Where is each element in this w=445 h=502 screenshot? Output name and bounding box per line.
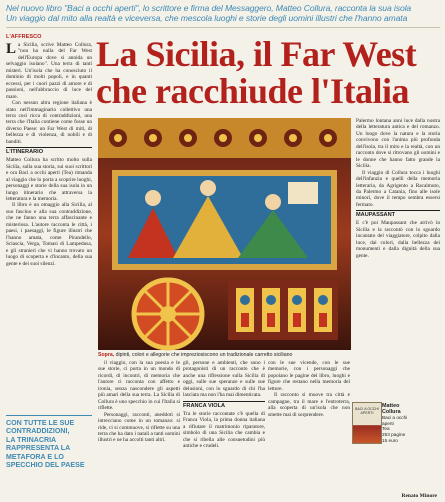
book-title: Baci a occhi aperti [382, 415, 408, 426]
cart-painting-illustration [98, 118, 351, 350]
paragraph: Tra le storie raccontate c'è quella di Franca Viola, la prima donna italiana a rifiutare il matrimonio riparatore, simbolo di una Sicilia che cambia e che si ribella alle consuetudini più antiche e crudeli. [183, 410, 265, 449]
caption-text: dipinti, colori e allegorie che impreziosiscono un tradizionale carretto siciliano [115, 352, 293, 358]
column-left [6, 31, 92, 411]
pull-quote-line: RAPPRESENTA LA [6, 444, 71, 453]
pull-quote-line: CONTRADDIZIONI, [6, 427, 70, 436]
book-author: Matteo Collura [382, 403, 401, 415]
kicker-line-1: Nel nuovo libro "Baci a occhi aperti", lo scrittore e firma del Messaggero, Matteo Collura, racconta la sua isola [6, 3, 412, 13]
paragraph: Il libro è un omaggio alla Sicilia, al suo fascino e alla sua contraddizione, che ne fanno una terra affascinante e misteriosa. L'autore racconta le città, i paesi, i paesaggi, le figure illustri che l'hanno amata, come Pirandello, Sciascia, Verga, Tomasi di Lampedusa, e gli stranieri che vi hanno trovato un luogo di scoperta e d'incanto, della sua gente e dei suoi silenzi. [6, 202, 92, 267]
paragraph: Matteo Collura ha scritto molto sulla Sicilia, sulla sua storia, sui suoi scrittori e ora Baci a occhi aperti (Tea) rimanda al viaggio che lo porta a scoprire luoghi, personaggi e storie della sua isola in un lungo itinerario che attraversa la letteratura e la memoria. [6, 157, 92, 202]
section-label: L'AFFRESCO [6, 34, 42, 40]
paragraph: il viaggio, con la sua poesia e le sue storie, ci porta in un mondo di ricordi, di incontri, di memoria che l'autore ci racconta con affetto e ironia, senza nascondere gli aspetti più amari della sua terra. La Sicilia di Collura è uno specchio in cui l'Italia si riflette. [98, 360, 180, 412]
paragraph: Palermo lontana anni luce dalla nostra della letteratura antica e del romanzo. Un luogo dove la natura e la storia convivono con l'anima più profonda dell'isola, tra il mito e la realtà, con un racconto dove si ritrovano gli uomini e le donne che hanno fatto grande la Sicilia. [356, 118, 440, 170]
paragraph: Il racconto si muove tra città e campagne, tra il mare e l'entroterra, alla scoperta di un'isola che non smette mai di sorprendere. [268, 392, 350, 418]
kicker [6, 3, 440, 23]
pull-quote-line: CON TUTTE LE SUE [6, 419, 75, 427]
book-publisher: Tea [382, 426, 390, 432]
paragraph: Il viaggio di Collura tocca i luoghi dell'infanzia e quelli della memoria letteraria, da Agrigento a Racalmuto, da Palermo a Catania, fino alle isole minori, dove il tempo sembra essersi fermato. [356, 169, 440, 208]
book-pages: 253 pagine [382, 431, 406, 437]
paragraph: Personaggi, racconti, aneddoti si intrecciano come in un romanzo: si ride, ci si commuove, si riflette su una terra che ha dato i natali a tanti uomini illustri e ne ha accolti tanti altri. [98, 411, 180, 444]
subhead-itinerario: L'ITINERARIO [6, 147, 92, 156]
top-divider [6, 27, 440, 28]
book-price: 15 euro [382, 437, 398, 443]
caption-label: Sopra, [98, 352, 115, 358]
book-info [382, 404, 412, 443]
pull-quote-line: SPECCHIO DEL PAESE [6, 461, 85, 470]
paragraph: gli, persone e ambienti, che sono i protagonisti di un racconto che è anche una riflessione sulla Sicilia di oggi, sulle sue speranze e sulle sue delusioni, con lo sguardo di chi l'ha lasciata ma non l'ha mai dimenticata. [183, 360, 265, 399]
dropcap: L [6, 41, 17, 57]
book-cover-title: BACI A OCCHI APERTI [355, 407, 379, 415]
headline-line-2: che racchiude l'Italia [96, 71, 409, 111]
sicilian-cart-photo [98, 118, 351, 350]
subhead-franca-viola: FRANCA VIOLA [183, 401, 265, 410]
headline [96, 34, 417, 111]
column-4 [268, 360, 350, 418]
pull-quote-line: LA TRINACRIA [6, 435, 57, 444]
photo-caption [98, 352, 351, 358]
column-right [356, 118, 440, 400]
author-signature: Renato Minore [401, 493, 437, 499]
column-3 [183, 360, 265, 498]
headline-line-1: La Sicilia, il Far West [96, 34, 417, 74]
column-2 [98, 360, 180, 498]
paragraph: E c'è poi Maupassant che arrivò in Sicilia e la raccontò con lo sguardo incantato del viaggiatore, colpito dalla luce, dai colori, dalla bellezza dei monumenti e dalla dignità della sua gente. [356, 220, 440, 259]
paragraph: Con nessun altra regione italiana è stato nell'immaginario collettivo una terra cosi ricca di contraddizioni, una terra che l'Italia contiene come fosse un diverso Paese: un Far West di miti, di bellezza e di violenza, di nobili e di banditi. [6, 100, 92, 145]
intro-paragraph: La Sicilia, scrive Matteo Collura, "non ha nulla del Far West dell'Europa dove si annida un selvaggio isolano". Una terra di tanti misteri. Un'isola che ha conosciuto il dominio di molti popoli, e in quanti eccessi, per i cuori pazzi di amore e di passioni, nell'abbraccio di luce del mare. [6, 41, 92, 100]
book-cover [352, 402, 382, 444]
pull-quote-line: METAFORA E LO [6, 452, 64, 461]
paragraph: con le sue vicende, con le sue memorie, con i personaggi che popolano le pagine del libro, luoghi e figure che restano nella memoria del lettore. [268, 360, 350, 392]
kicker-line-2: Un viaggio dal mito alla realtà e viceversa, che mescola luoghi e storie degli uomini illustri che l'hanno amata [6, 13, 408, 24]
pull-quote [6, 415, 92, 469]
subhead-maupassant: MAUPASSANT [356, 210, 440, 219]
